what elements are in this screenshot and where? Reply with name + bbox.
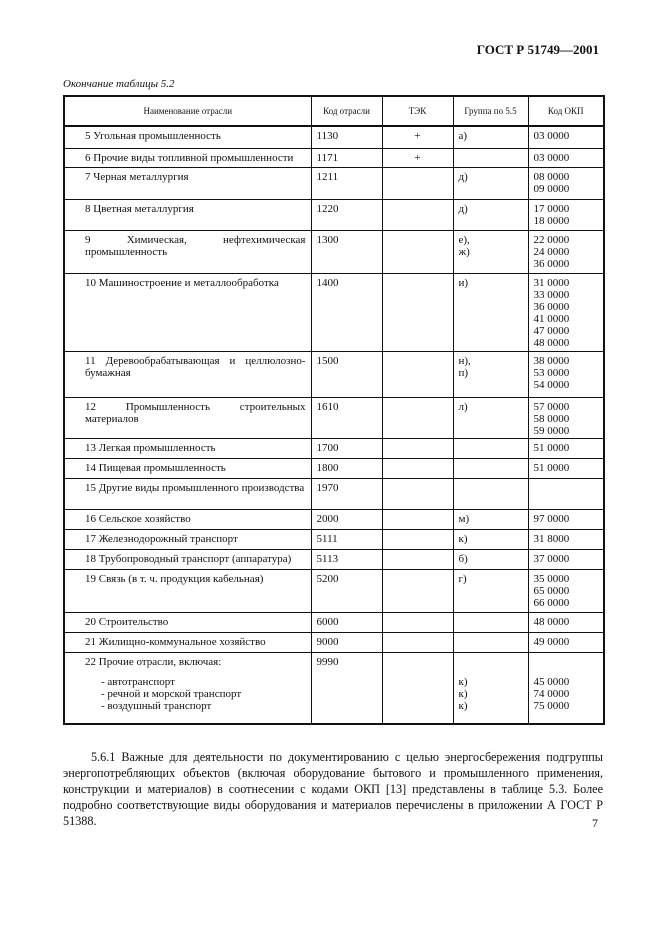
cell-name: 11 Деревообрабатывающая и целлюлозно-бумажная bbox=[64, 351, 311, 397]
sub-item-name: - воздушный транспорт bbox=[101, 699, 212, 712]
cell-code: 1970 bbox=[311, 478, 382, 509]
cell-tek bbox=[382, 458, 453, 478]
cell-name: 5 Угольная промышленность bbox=[64, 126, 311, 148]
cell-tek bbox=[382, 397, 453, 438]
paragraph-5-6-1: 5.6.1 Важные для деятельности по документированию с целью энергосбережения подгруппы энергопотребляющих объектов (включая оборудование бытового и промышленного применения, конструкции и материалов) в соотнесении с кодами ОКП [13] представлены в таблице 5.3. Более подробно соответствующие виды оборудования и материалов перечислены в приложении А ГОСТ Р 51388. bbox=[63, 750, 603, 828]
row-name: 22 Прочие отрасли, включая: bbox=[85, 655, 222, 668]
cell-name: 18 Трубопроводный транспорт (аппаратура) bbox=[64, 549, 311, 569]
cell-tek: + bbox=[382, 126, 453, 148]
cell-code: 6000 bbox=[311, 612, 382, 632]
cell-name: 15 Другие виды промышленного производства bbox=[64, 478, 311, 509]
cell-group bbox=[453, 632, 528, 652]
table-header-row bbox=[64, 96, 604, 126]
cell-tek bbox=[382, 632, 453, 652]
table-row bbox=[64, 126, 604, 148]
cell-tek bbox=[382, 230, 453, 273]
cell-code: 1400 bbox=[311, 273, 382, 351]
cell-group: д) bbox=[453, 199, 528, 230]
cell-group bbox=[453, 438, 528, 458]
cell-group bbox=[453, 148, 528, 167]
cell-tek bbox=[382, 273, 453, 351]
cell-tek bbox=[382, 199, 453, 230]
cell-code: 9000 bbox=[311, 632, 382, 652]
cell-group: д) bbox=[453, 167, 528, 199]
cell-tek bbox=[382, 438, 453, 458]
column-header: Код ОКП bbox=[528, 96, 604, 126]
cell-group: н), п) bbox=[453, 351, 528, 397]
cell-code: 5113 bbox=[311, 549, 382, 569]
cell-okp: 17 0000 18 0000 bbox=[528, 199, 604, 230]
sub-item-name: - автотранспорт bbox=[101, 675, 175, 688]
cell-name: 14 Пищевая промышленность bbox=[64, 458, 311, 478]
cell-code: 5111 bbox=[311, 529, 382, 549]
cell-okp bbox=[528, 478, 604, 509]
cell-okp: 51 0000 bbox=[528, 438, 604, 458]
cell-tek bbox=[382, 569, 453, 612]
table-row bbox=[64, 529, 604, 549]
column-header: Код отрасли bbox=[311, 96, 382, 126]
cell-group: б) bbox=[453, 549, 528, 569]
cell-name: 12 Промышленность строительных материалов bbox=[64, 397, 311, 438]
sub-item-group: к) bbox=[458, 675, 468, 688]
cell-tek bbox=[382, 167, 453, 199]
cell-okp: 31 0000 33 0000 36 0000 41 0000 47 0000 48 0000 bbox=[528, 273, 604, 351]
cell-okp: 31 8000 bbox=[528, 529, 604, 549]
cell-group: а) bbox=[453, 126, 528, 148]
cell-okp: 03 0000 bbox=[528, 126, 604, 148]
cell-code: 5200 bbox=[311, 569, 382, 612]
cell-name: 9 Химическая, нефтехимическая промышленность bbox=[64, 230, 311, 273]
column-header: Наименование отрасли bbox=[64, 96, 311, 126]
sub-item-name: - речной и морской транспорт bbox=[101, 687, 242, 700]
table-row bbox=[64, 509, 604, 529]
table-row bbox=[64, 273, 604, 351]
cell-code: 1130 bbox=[311, 126, 382, 148]
cell-code: 1500 bbox=[311, 351, 382, 397]
cell-tek bbox=[382, 549, 453, 569]
table-row bbox=[64, 438, 604, 458]
sub-item-okp: 75 0000 bbox=[533, 699, 570, 712]
cell-group: л) bbox=[453, 397, 528, 438]
table-row bbox=[64, 549, 604, 569]
cell-name: 21 Жилищно-коммунальное хозяйство bbox=[64, 632, 311, 652]
cell-okp bbox=[528, 652, 604, 724]
cell-tek bbox=[382, 612, 453, 632]
table-row bbox=[64, 230, 604, 273]
cell-code: 1171 bbox=[311, 148, 382, 167]
table-row bbox=[64, 632, 604, 652]
cell-okp: 37 0000 bbox=[528, 549, 604, 569]
column-header: Группа по 5.5 bbox=[453, 96, 528, 126]
table-row bbox=[64, 148, 604, 167]
cell-okp: 49 0000 bbox=[528, 632, 604, 652]
cell-group: к) bbox=[453, 529, 528, 549]
cell-name: 19 Связь (в т. ч. продукция кабельная) bbox=[64, 569, 311, 612]
cell-code: 1610 bbox=[311, 397, 382, 438]
table-row bbox=[64, 652, 604, 724]
cell-code: 1700 bbox=[311, 438, 382, 458]
cell-name: 17 Железнодорожный транспорт bbox=[64, 529, 311, 549]
cell-name bbox=[64, 652, 311, 724]
cell-name: 13 Легкая промышленность bbox=[64, 438, 311, 458]
cell-code: 1300 bbox=[311, 230, 382, 273]
table-row bbox=[64, 458, 604, 478]
cell-okp: 48 0000 bbox=[528, 612, 604, 632]
cell-group: е), ж) bbox=[453, 230, 528, 273]
cell-tek bbox=[382, 478, 453, 509]
cell-tek bbox=[382, 652, 453, 724]
cell-tek bbox=[382, 351, 453, 397]
cell-okp: 22 0000 24 0000 36 0000 bbox=[528, 230, 604, 273]
sub-item-group: к) bbox=[458, 687, 468, 700]
cell-name: 16 Сельское хозяйство bbox=[64, 509, 311, 529]
table-row bbox=[64, 478, 604, 509]
table-row bbox=[64, 199, 604, 230]
column-header: ТЭК bbox=[382, 96, 453, 126]
cell-code: 9990 bbox=[311, 652, 382, 724]
cell-okp: 08 0000 09 0000 bbox=[528, 167, 604, 199]
cell-okp: 97 0000 bbox=[528, 509, 604, 529]
cell-name: 6 Прочие виды топливной промышленности bbox=[64, 148, 311, 167]
cell-name: 10 Машиностроение и металлообработка bbox=[64, 273, 311, 351]
cell-group bbox=[453, 478, 528, 509]
cell-group bbox=[453, 652, 528, 724]
cell-group: и) bbox=[453, 273, 528, 351]
cell-code: 1211 bbox=[311, 167, 382, 199]
document-header: ГОСТ Р 51749—2001 bbox=[476, 42, 599, 57]
table-caption: Окончание таблицы 5.2 bbox=[63, 78, 175, 90]
cell-okp: 57 0000 58 0000 59 0000 bbox=[528, 397, 604, 438]
cell-code: 1220 bbox=[311, 199, 382, 230]
cell-code: 1800 bbox=[311, 458, 382, 478]
cell-name: 20 Строительство bbox=[64, 612, 311, 632]
cell-okp: 03 0000 bbox=[528, 148, 604, 167]
table-row bbox=[64, 569, 604, 612]
sub-item-okp: 45 0000 bbox=[533, 675, 570, 688]
table-row bbox=[64, 167, 604, 199]
sub-item-okp: 74 0000 bbox=[533, 687, 570, 700]
cell-okp: 35 0000 65 0000 66 0000 bbox=[528, 569, 604, 612]
cell-okp: 51 0000 bbox=[528, 458, 604, 478]
cell-name: 7 Черная металлургия bbox=[64, 167, 311, 199]
cell-tek bbox=[382, 509, 453, 529]
table-row bbox=[64, 612, 604, 632]
sub-item-group: к) bbox=[458, 699, 468, 712]
cell-code: 2000 bbox=[311, 509, 382, 529]
cell-name: 8 Цветная металлургия bbox=[64, 199, 311, 230]
table-row bbox=[64, 351, 604, 397]
page-number: 7 bbox=[592, 816, 598, 830]
industry-table bbox=[63, 95, 605, 725]
cell-okp: 38 0000 53 0000 54 0000 bbox=[528, 351, 604, 397]
cell-group: г) bbox=[453, 569, 528, 612]
cell-tek bbox=[382, 529, 453, 549]
cell-group bbox=[453, 612, 528, 632]
table-row bbox=[64, 397, 604, 438]
cell-tek: + bbox=[382, 148, 453, 167]
cell-group bbox=[453, 458, 528, 478]
cell-group: м) bbox=[453, 509, 528, 529]
